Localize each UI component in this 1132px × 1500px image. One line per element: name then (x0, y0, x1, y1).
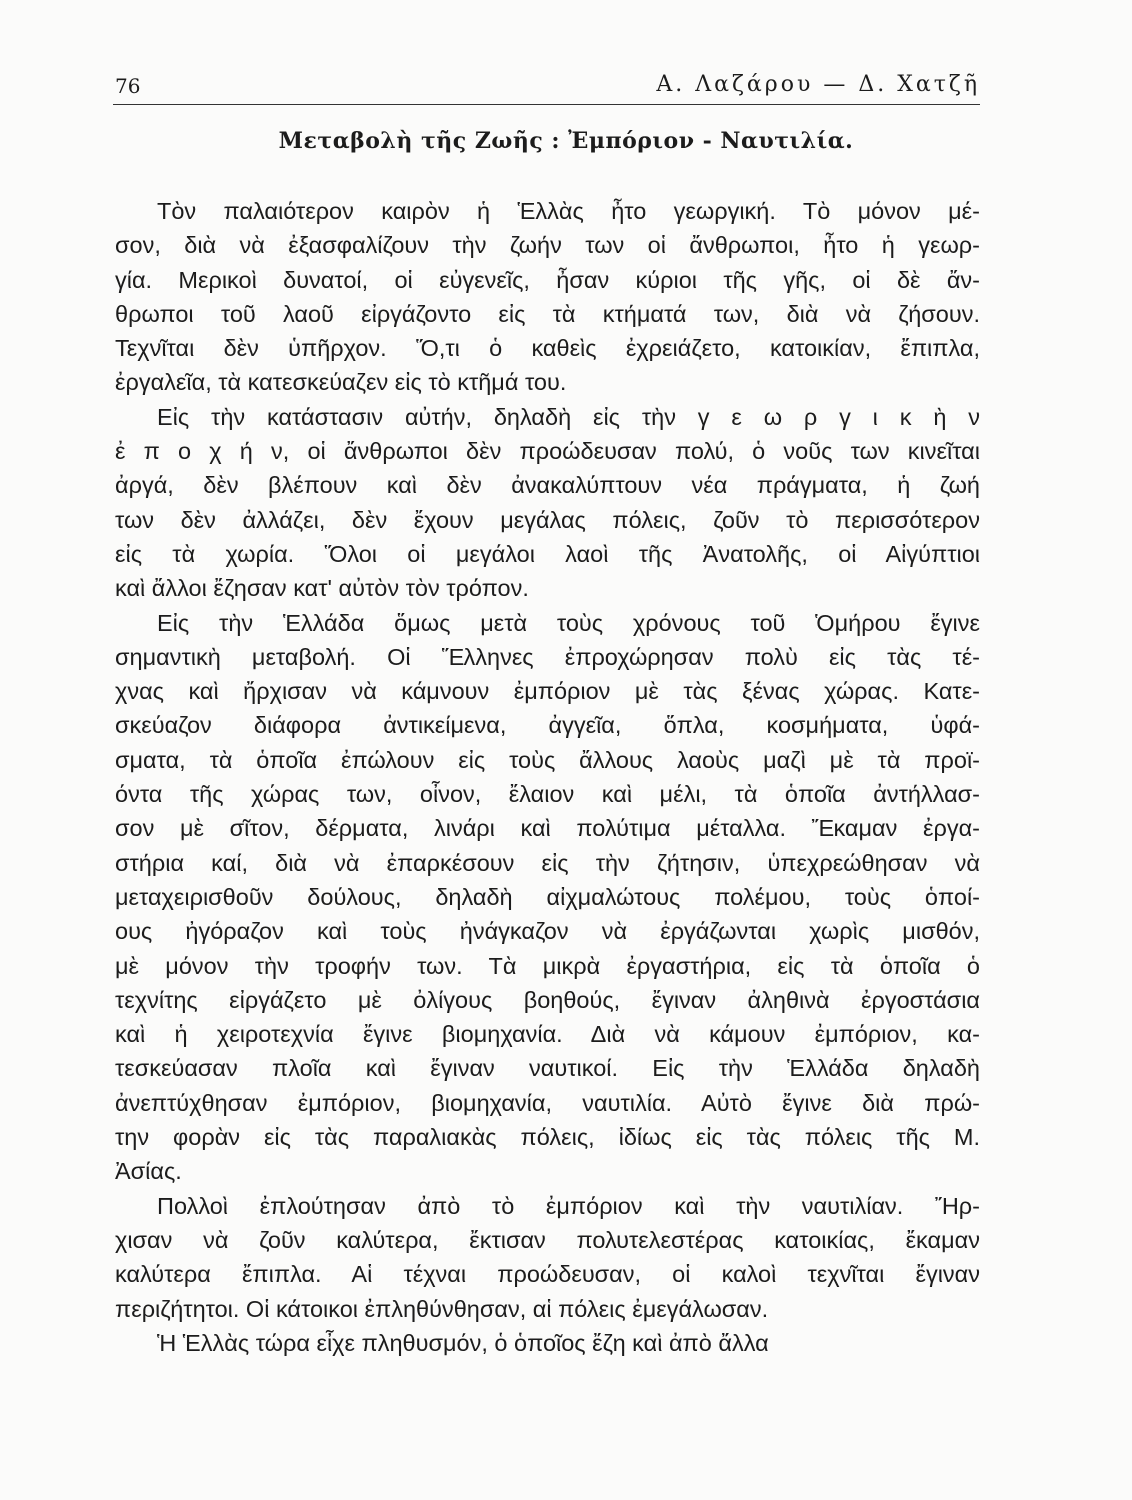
text-line: τεχνίτης εἰργάζετο μὲ ὀλίγους βοηθούς, ἔγιναν ἀληθινὰ ἐργοστάσια (115, 986, 980, 1013)
text-line: γία. Μερικοὶ δυνατοί, οἱ εὐγενεῖς, ἦσαν κύριοι τῆς γῆς, οἱ δὲ ἄν- (115, 266, 980, 293)
text-line: στήρια καί, διὰ νὰ ἐπαρκέσουν εἰς τὴν ζήτησιν, ὑπεχρεώθησαν νὰ (115, 849, 980, 876)
text-line: μὲ μόνον τὴν τροφήν των. Τὰ μικρὰ ἐργαστήρια, εἰς τὰ ὁποῖα ὁ (115, 952, 980, 979)
text-line: Εἰς τὴν κατάστασιν αὐτήν, δηλαδὴ εἰς τὴν γ ε ω ρ γ ι κ ὴ ν (157, 403, 980, 430)
text-line: Εἰς τὴν Ἑλλάδα ὅμως μετὰ τοὺς χρόνους τοῦ Ὁμήρου ἔγινε (157, 609, 980, 636)
text-line: Τεχνῖται δὲν ὑπῆρχον. Ὅ,τι ὁ καθεὶς ἐχρειάζετο, κατοικίαν, ἔπιπλα, (115, 335, 980, 362)
text-line: ἐ π ο χ ή ν, οἱ ἄνθρωποι δὲν προώδευσαν πολύ, ὁ νοῦς των κινεῖται (115, 438, 980, 465)
running-title: Α. Λαζάρου — Δ. Χατζῆ (656, 72, 980, 97)
text-line: Ἀσίας. (115, 1158, 182, 1185)
text-line: χισαν νὰ ζοῦν καλύτερα, ἔκτισαν πολυτελεστέρας κατοικίας, ἔκαμαν (115, 1226, 980, 1253)
text-line: ἐργαλεῖα, τὰ κατεσκεύαζεν εἰς τὸ κτῆμά του. (115, 369, 567, 396)
text-line: εἰς τὰ χωρία. Ὅλοι οἱ μεγάλοι λαοὶ τῆς Ἀνατολῆς, οἱ Αἰγύπτιοι (115, 540, 980, 567)
page-number: 76 (115, 74, 141, 98)
paragraph (115, 1189, 980, 1326)
text-line: χνας καὶ ἤρχισαν νὰ κάμνουν ἐμπόριον μὲ τὰς ξένας χώρας. Κατε- (115, 678, 980, 705)
paragraph (115, 400, 980, 606)
text-line: καὶ ἡ χειροτεχνία ἔγινε βιομηχανία. Διὰ νὰ κάμουν ἐμπόριον, κα- (115, 1021, 980, 1048)
text-line: ἀνεπτύχθησαν ἐμπόριον, βιομηχανία, ναυτιλία. Αὐτὸ ἔγινε διὰ πρώ- (115, 1089, 980, 1116)
text-line: σκεύαζον διάφορα ἀντικείμενα, ἀγγεῖα, ὅπλα, κοσμήματα, ὑφά- (115, 712, 980, 739)
text-line: σον μὲ σῖτον, δέρματα, λινάρι καὶ πολύτιμα μέταλλα. Ἔκαμαν ἐργα- (115, 815, 980, 842)
text-line: την φορὰν εἰς τὰς παραλιακὰς πόλεις, ἰδίως εἰς τὰς πόλεις τῆς Μ. (115, 1124, 980, 1151)
paragraph (115, 1326, 980, 1360)
text-line: σημαντικὴ μεταβολή. Οἱ Ἕλληνες ἐπροχώρησαν πολὺ εἰς τὰς τέ- (115, 643, 980, 670)
paragraph (115, 194, 980, 400)
text-line: καὶ ἄλλοι ἔζησαν κατ' αὐτὸν τὸν τρόπον. (115, 575, 529, 602)
text-line: θρωποι τοῦ λαοῦ εἰργάζοντο εἰς τὰ κτήματά των, διὰ νὰ ζήσουν. (115, 300, 980, 327)
text-line: όντα τῆς χώρας των, οἶνον, ἔλαιον καὶ μέλι, τὰ ὁποῖα ἀντήλλασ- (115, 781, 980, 808)
text-line: σον, διὰ νὰ ἐξασφαλίζουν τὴν ζωήν των οἱ ἄνθρωποι, ἦτο ἡ γεωρ- (115, 232, 980, 259)
text-line: περιζήτητοι. Οἱ κάτοικοι ἐπληθύνθησαν, αἱ πόλεις ἐμεγάλωσαν. (115, 1295, 769, 1322)
text-line: ους ἠγόραζον καὶ τοὺς ἠνάγκαζον νὰ ἐργάζωνται χωρὶς μισθόν, (115, 918, 980, 945)
text-line: Πολλοὶ ἐπλούτησαν ἀπὸ τὸ ἐμπόριον καὶ τὴν ναυτιλίαν. Ἤρ- (157, 1192, 980, 1219)
text-line: μεταχειρισθοῦν δούλους, δηλαδὴ αἰχμαλώτους πολέμου, τοὺς ὁποί- (115, 883, 980, 910)
section-title: Μεταβολὴ τῆς Ζωῆς : Ἐμπόριον - Ναυτιλία. (278, 128, 854, 154)
text-line: Ἡ Ἑλλὰς τώρα εἶχε πληθυσμόν, ὁ ὁποῖος ἔζη καὶ ἀπὸ ἄλλα (157, 1329, 769, 1356)
text-line: καλύτερα ἔπιπλα. Αἱ τέχναι προώδευσαν, οἱ καλοὶ τεχνῖται ἔγιναν (115, 1261, 980, 1288)
paragraph (115, 606, 980, 1189)
text-line: σματα, τὰ ὁποῖα ἐπώλουν εἰς τοὺς ἄλλους λαοὺς μαζὶ μὲ τὰ προϊ- (115, 746, 980, 773)
running-header (113, 70, 980, 105)
text-line: ἀργά, δὲν βλέπουν καὶ δὲν ἀνακαλύπτουν νέα πράγματα, ἡ ζωή (115, 472, 980, 499)
body-text (115, 194, 980, 1360)
text-line: των δὲν ἀλλάζει, δὲν ἔχουν μεγάλας πόλεις, ζοῦν τὸ περισσότερον (115, 506, 980, 533)
text-line: τεσκεύασαν πλοῖα καὶ ἔγιναν ναυτικοί. Εἰς τὴν Ἑλλάδα δηλαδὴ (115, 1055, 980, 1082)
text-line: Τὸν παλαιότερον καιρὸν ἡ Ἑλλὰς ἦτο γεωργική. Τὸ μόνον μέ- (157, 198, 980, 224)
